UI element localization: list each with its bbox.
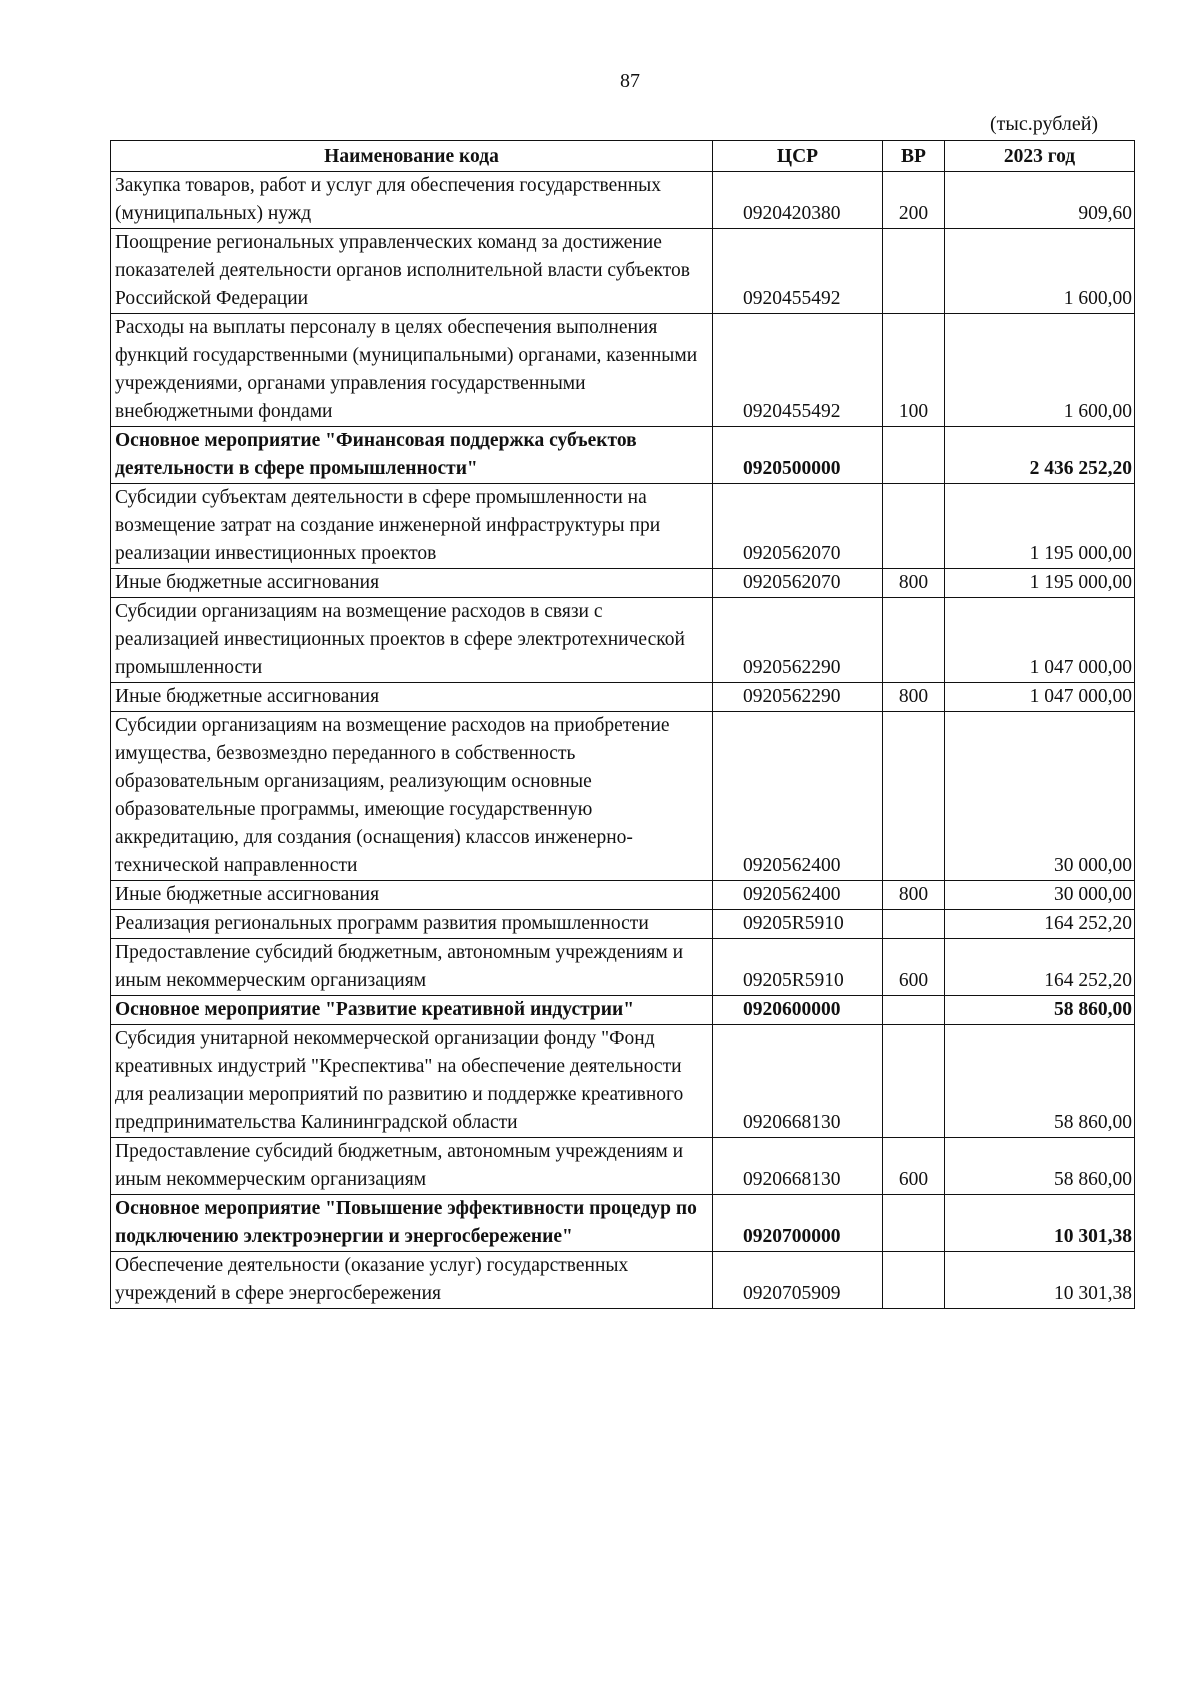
table-row-main-activity — [111, 1195, 1135, 1252]
row-name: Иные бюджетные ассигнования — [111, 881, 713, 910]
row-name: Основное мероприятие "Развитие креативной индустрии" — [111, 996, 713, 1025]
row-amount: 10 301,38 — [945, 1252, 1135, 1309]
row-name: Предоставление субсидий бюджетным, автономным учреждениям и иным некоммерческим организациям — [111, 939, 713, 996]
row-csr: 0920455492 — [713, 314, 883, 427]
row-vr — [883, 1252, 945, 1309]
table-row — [111, 1138, 1135, 1195]
table-row — [111, 910, 1135, 939]
row-vr: 600 — [883, 1138, 945, 1195]
row-vr — [883, 996, 945, 1025]
table-row — [111, 683, 1135, 712]
row-csr: 0920420380 — [713, 172, 883, 229]
row-amount: 1 195 000,00 — [945, 569, 1135, 598]
row-csr: 0920705909 — [713, 1252, 883, 1309]
row-name: Предоставление субсидий бюджетным, автономным учреждениям и иным некоммерческим организациям — [111, 1138, 713, 1195]
row-amount: 1 047 000,00 — [945, 683, 1135, 712]
table-row — [111, 598, 1135, 683]
row-csr: 0920562070 — [713, 484, 883, 569]
row-amount: 30 000,00 — [945, 712, 1135, 881]
row-amount: 1 195 000,00 — [945, 484, 1135, 569]
row-vr — [883, 427, 945, 484]
row-amount: 909,60 — [945, 172, 1135, 229]
row-amount: 58 860,00 — [945, 996, 1135, 1025]
row-csr: 0920562400 — [713, 712, 883, 881]
row-csr: 0920668130 — [713, 1138, 883, 1195]
row-name: Субсидии организациям на возмещение расходов в связи с реализацией инвестиционных проектов в сфере электротехнической промышленности — [111, 598, 713, 683]
row-name: Реализация региональных программ развития промышленности — [111, 910, 713, 939]
header-year: 2023 год — [945, 141, 1135, 172]
row-name: Основное мероприятие "Финансовая поддержка субъектов деятельности в сфере промышленности" — [111, 427, 713, 484]
row-csr: 0920700000 — [713, 1195, 883, 1252]
header-row — [111, 141, 1135, 172]
table-row — [111, 172, 1135, 229]
row-vr — [883, 229, 945, 314]
row-vr: 800 — [883, 683, 945, 712]
table-row-main-activity — [111, 996, 1135, 1025]
table-row — [111, 569, 1135, 598]
row-csr: 0920562290 — [713, 683, 883, 712]
table-row — [111, 314, 1135, 427]
row-csr: 0920500000 — [713, 427, 883, 484]
table-row-main-activity — [111, 427, 1135, 484]
row-csr: 0920562290 — [713, 598, 883, 683]
row-vr: 200 — [883, 172, 945, 229]
row-amount: 164 252,20 — [945, 910, 1135, 939]
row-name: Расходы на выплаты персоналу в целях обеспечения выполнения функций государственными (муниципальными) органами, казенными учреждениями, органами управления государственными внебюджетными фондами — [111, 314, 713, 427]
row-amount: 1 600,00 — [945, 314, 1135, 427]
row-name: Субсидия унитарной некоммерческой организации фонду "Фонд креативных индустрий "Креспектива" на обеспечение деятельности для реализации мероприятий по развитию и поддержке креативного предпринимательства Калининградской области — [111, 1025, 713, 1138]
row-vr: 800 — [883, 569, 945, 598]
row-vr: 600 — [883, 939, 945, 996]
row-vr: 800 — [883, 881, 945, 910]
row-name: Субсидии организациям на возмещение расходов на приобретение имущества, безвозмездно переданного в собственность образовательным организациям, реализующим основные образовательные программы, имеющие государственную аккредитацию, для создания (оснащения) классов инженерно-технической направленности — [111, 712, 713, 881]
row-amount: 164 252,20 — [945, 939, 1135, 996]
row-vr — [883, 598, 945, 683]
row-csr: 0920455492 — [713, 229, 883, 314]
row-name: Иные бюджетные ассигнования — [111, 569, 713, 598]
row-name: Иные бюджетные ассигнования — [111, 683, 713, 712]
row-amount: 1 600,00 — [945, 229, 1135, 314]
row-vr — [883, 1195, 945, 1252]
table-row — [111, 229, 1135, 314]
table-header — [111, 141, 1135, 172]
row-name: Закупка товаров, работ и услуг для обеспечения государственных (муниципальных) нужд — [111, 172, 713, 229]
row-amount: 2 436 252,20 — [945, 427, 1135, 484]
page-number: 87 — [620, 70, 640, 92]
header-csr: ЦСР — [713, 141, 883, 172]
row-csr: 0920562070 — [713, 569, 883, 598]
row-csr: 09205R5910 — [713, 939, 883, 996]
header-name: Наименование кода — [111, 141, 713, 172]
row-name: Субсидии субъектам деятельности в сфере промышленности на возмещение затрат на создание инженерной инфраструктуры при реализации инвестиционных проектов — [111, 484, 713, 569]
table-row — [111, 1252, 1135, 1309]
row-vr: 100 — [883, 314, 945, 427]
table-row — [111, 939, 1135, 996]
row-csr: 0920562400 — [713, 881, 883, 910]
row-csr: 0920668130 — [713, 1025, 883, 1138]
row-amount: 1 047 000,00 — [945, 598, 1135, 683]
row-vr — [883, 712, 945, 881]
row-csr: 09205R5910 — [713, 910, 883, 939]
row-vr — [883, 910, 945, 939]
row-amount: 30 000,00 — [945, 881, 1135, 910]
row-vr — [883, 484, 945, 569]
table-row — [111, 881, 1135, 910]
row-amount: 58 860,00 — [945, 1025, 1135, 1138]
table-row — [111, 484, 1135, 569]
units-label: (тыс.рублей) — [990, 113, 1099, 135]
table-row — [111, 1025, 1135, 1138]
row-amount: 58 860,00 — [945, 1138, 1135, 1195]
budget-table — [110, 140, 1135, 1309]
row-name: Обеспечение деятельности (оказание услуг) государственных учреждений в сфере энергосбережения — [111, 1252, 713, 1309]
row-csr: 0920600000 — [713, 996, 883, 1025]
row-vr — [883, 1025, 945, 1138]
row-name: Основное мероприятие "Повышение эффективности процедур по подключению электроэнергии и энергосбережение" — [111, 1195, 713, 1252]
table-row — [111, 712, 1135, 881]
header-vr: ВР — [883, 141, 945, 172]
row-amount: 10 301,38 — [945, 1195, 1135, 1252]
row-name: Поощрение региональных управленческих команд за достижение показателей деятельности органов исполнительной власти субъектов Российской Федерации — [111, 229, 713, 314]
